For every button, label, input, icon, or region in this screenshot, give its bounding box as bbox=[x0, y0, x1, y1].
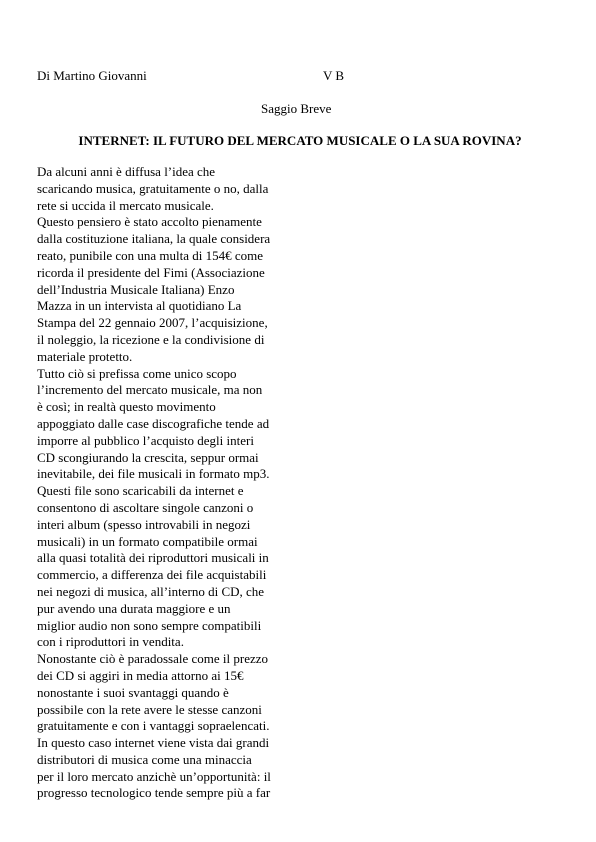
body-line: Questo pensiero è stato accolto pienamente bbox=[37, 214, 262, 230]
body-line: Questi file sono scaricabili da internet e bbox=[37, 483, 244, 499]
document-title: INTERNET: IL FUTURO DEL MERCATO MUSICALE O LA SUA ROVINA? bbox=[78, 133, 522, 148]
essay-body bbox=[37, 164, 307, 802]
body-line: pur avendo una durata maggiore e un bbox=[37, 600, 231, 616]
body-line: consentono di ascoltare singole canzoni o bbox=[37, 499, 254, 515]
body-line: nei negozi di musica, all’interno di CD, che bbox=[37, 583, 265, 599]
body-line: progresso tecnologico tende sempre più a far bbox=[37, 785, 271, 801]
body-line: dell’Industria Musicale Italiana) Enzo bbox=[37, 281, 235, 297]
body-line: dei CD si aggiri in media attorno ai 15€ bbox=[37, 667, 244, 683]
body-line: ricorda il presidente del Fimi (Associazione bbox=[37, 264, 265, 280]
body-line: musicali) in un formato compatibile ormai bbox=[37, 533, 258, 549]
body-line: interi album (spesso introvabili in negozi bbox=[37, 516, 251, 532]
body-line: con i riproduttori in vendita. bbox=[37, 634, 184, 650]
body-line: per il loro mercato anzichè un’opportunità: il bbox=[37, 768, 271, 784]
author-name: Di Martino Giovanni bbox=[37, 68, 147, 83]
body-line: reato, punibile con una multa di 154€ come bbox=[37, 247, 263, 263]
body-line: Da alcuni anni è diffusa l’idea che bbox=[37, 164, 216, 179]
body-line: nonostante i suoi svantaggi quando è bbox=[37, 684, 229, 700]
body-line: commercio, a differenza dei file acquistabili bbox=[37, 567, 267, 583]
body-line: In questo caso internet viene vista dai grandi bbox=[37, 735, 270, 751]
body-line: Mazza in un intervista al quotidiano La bbox=[37, 298, 242, 314]
body-line: appoggiato dalle case discografiche tende ad bbox=[37, 415, 270, 431]
body-line: inevitabile, dei file musicali in formato mp3. bbox=[37, 466, 270, 482]
body-line: alla quasi totalità dei riproduttori musicali in bbox=[37, 550, 269, 566]
body-line: l’incremento del mercato musicale, ma non bbox=[37, 382, 263, 398]
body-line: Nonostante ciò è paradossale come il prezzo bbox=[37, 651, 269, 667]
body-line: scaricando musica, gratuitamente o no, dalla bbox=[37, 180, 269, 196]
body-line: il noleggio, la ricezione e la condivisione di bbox=[37, 331, 265, 347]
body-line: materiale protetto. bbox=[37, 348, 133, 364]
body-line: miglior audio non sono sempre compatibili bbox=[37, 617, 262, 633]
body-line: imporre al pubblico l’acquisto degli interi bbox=[37, 432, 254, 448]
body-line: dalla costituzione italiana, la quale considera bbox=[37, 231, 271, 247]
body-line: possibile con la rete avere le stesse canzoni bbox=[37, 701, 262, 717]
body-line: gratuitamente e con i vantaggi sopraelencati. bbox=[37, 718, 270, 734]
body-line: Stampa del 22 gennaio 2007, l’acquisizione, bbox=[37, 315, 268, 331]
body-line: rete si uccida il mercato musicale. bbox=[37, 197, 214, 213]
body-line: distributori di musica come una minaccia bbox=[37, 751, 252, 767]
class-label: V B bbox=[323, 68, 345, 83]
body-line: è così; in realtà questo movimento bbox=[37, 399, 216, 415]
document-type: Saggio Breve bbox=[261, 101, 332, 116]
body-line: Tutto ciò si prefissa come unico scopo bbox=[37, 365, 237, 381]
body-line: CD scongiurando la crescita, seppur ormai bbox=[37, 449, 259, 465]
